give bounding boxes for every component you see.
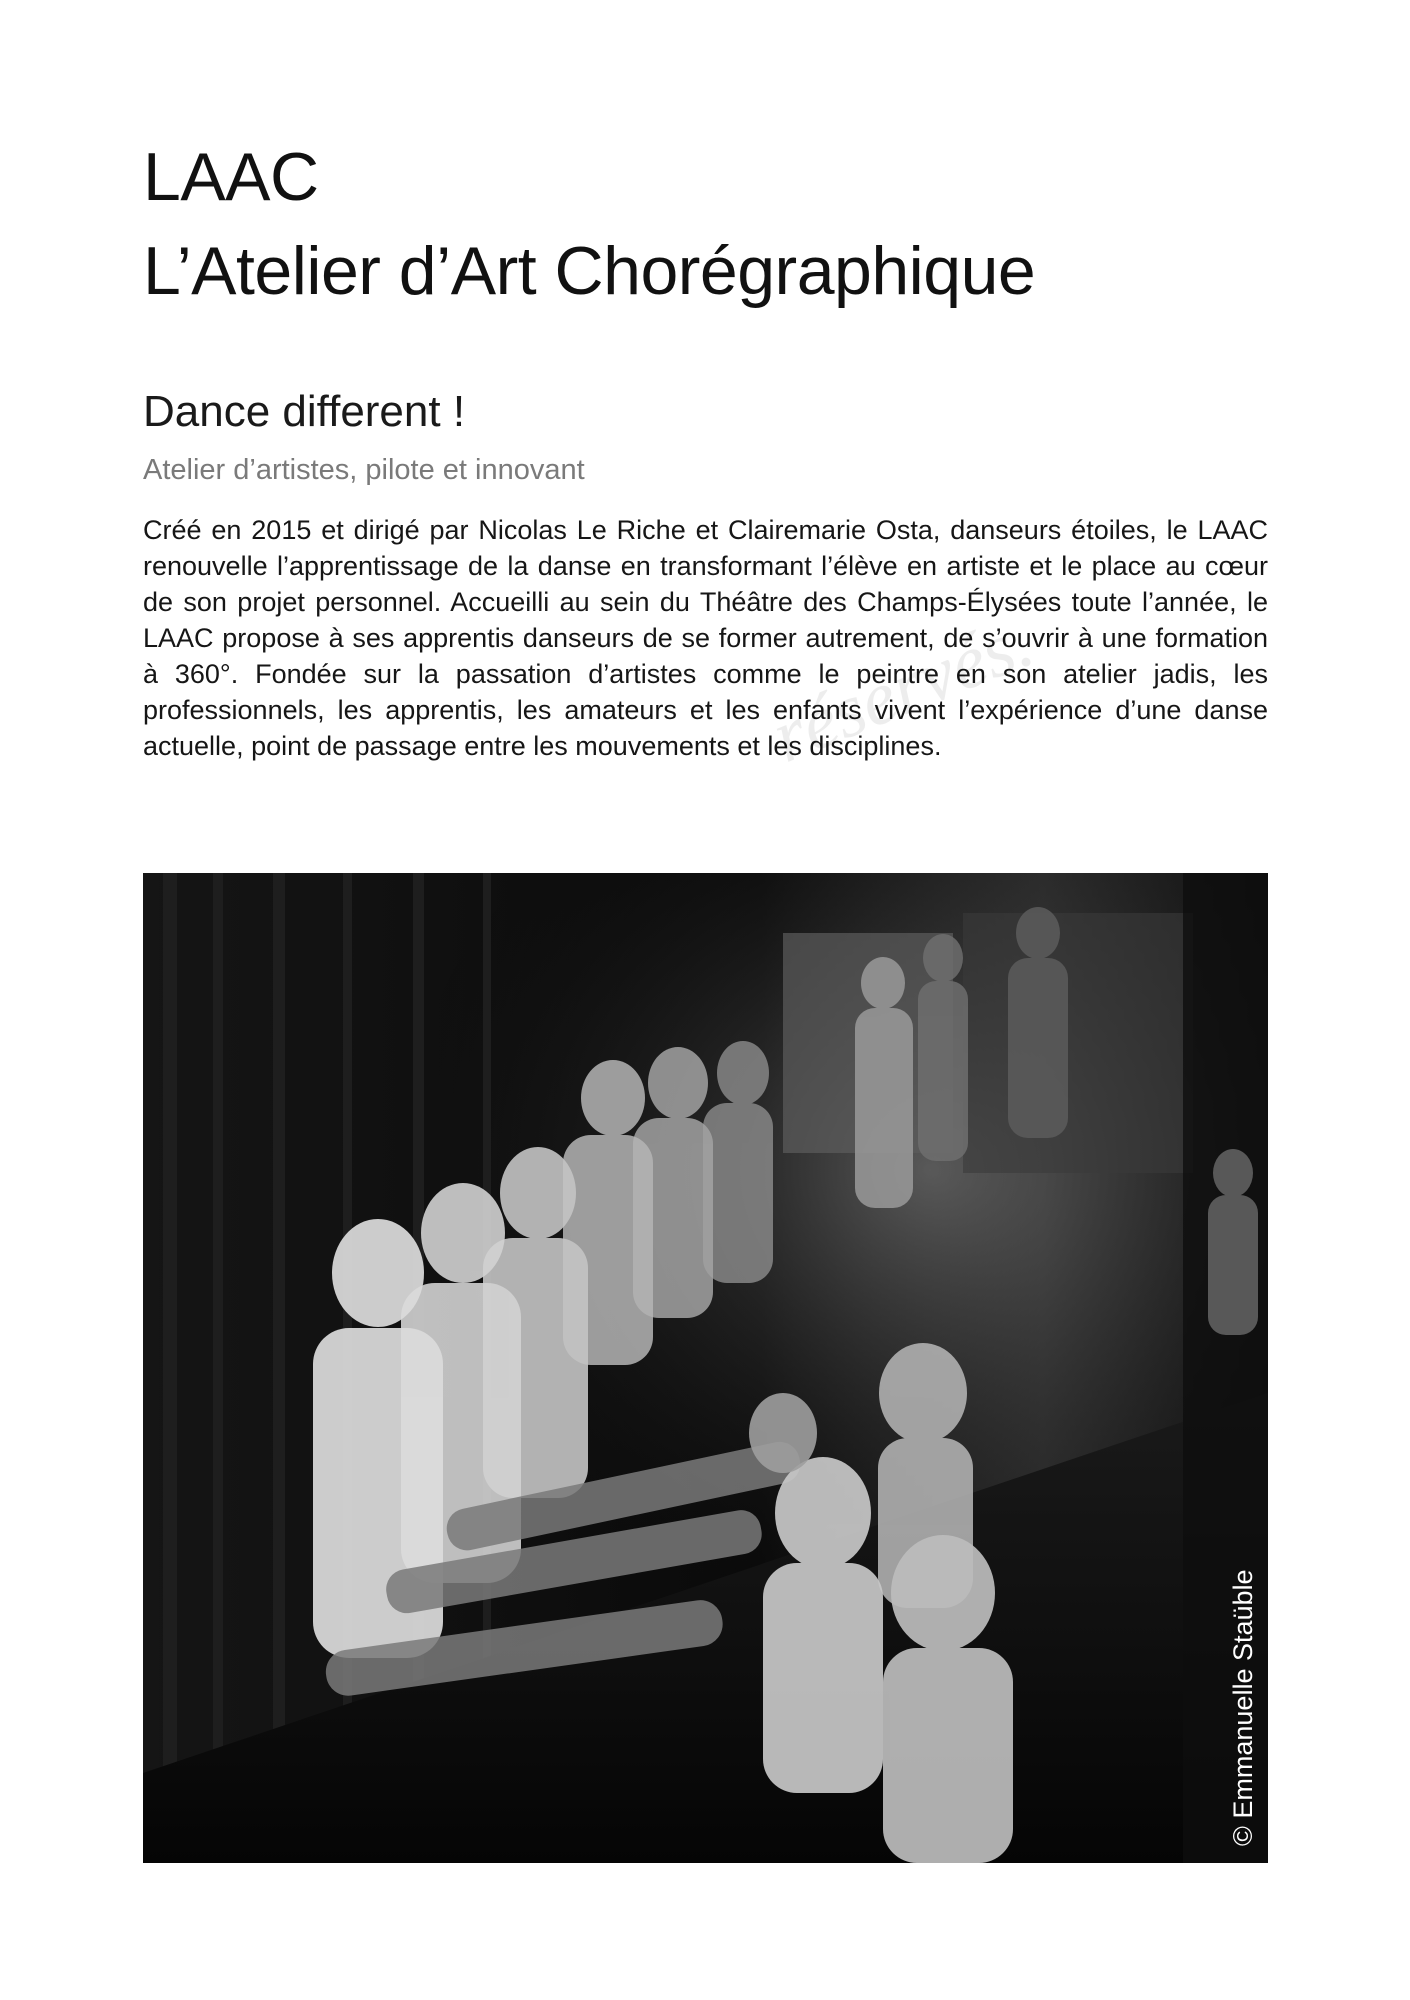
section-subtitle: Dance different !: [143, 387, 466, 436]
title-line-acronym: LAAC: [143, 139, 319, 215]
title-line-name: L’Atelier d’Art Chorégraphique: [143, 233, 1036, 309]
watermark: réservés.: [760, 598, 1045, 779]
dancers-photo-illustration: [143, 873, 1268, 1863]
page-title: [143, 130, 1035, 318]
dancers-photo: [143, 873, 1268, 1863]
intro-paragraph: Créé en 2015 et dirigé par Nicolas Le Riche et Clairemarie Osta, danseurs étoiles, le LAAC renouvelle l’apprentissage de la danse en transformant l’élève en artiste et le place au cœur de son projet personnel. Accueilli au sein du Théâtre des Champs-Élysées toute l’année, le LAAC propose à ses apprentis danseurs de se former autrement, de s’ouvrir à une formation à 360°. Fondée sur la passation d’artistes comme le peintre en son atelier jadis, les professionnels, les apprentis, les amateurs et les enfants vivent l’expérience d’une danse actuelle, point de passage entre les mouvements et les disciplines.: [143, 515, 1268, 761]
photo-credit: © Emmanuelle Staüble: [1228, 1569, 1258, 1846]
section-tagline: Atelier d’artistes, pilote et innovant: [143, 454, 585, 486]
